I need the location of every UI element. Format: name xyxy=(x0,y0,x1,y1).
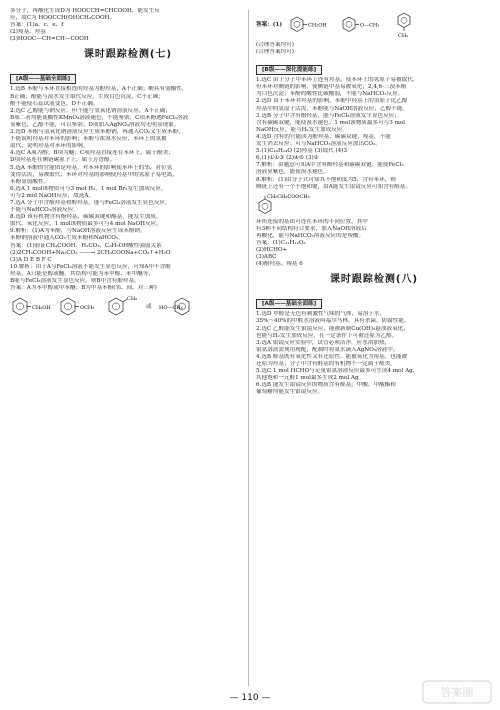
answer-line: 溶液显紫色，能使溴水褪色。 xyxy=(256,169,329,176)
section-title-8: 课时跟踪检测(八) xyxy=(329,274,419,286)
answer-line: 7.选A 分子中含酚羟基和醇羟基，能与FeCl₃溶液发生显色反应， xyxy=(10,199,171,206)
answer-line: 3.选B 分子中含有酚羟基，能与FeCl₃溶液发生显色反应； xyxy=(256,112,400,119)
answer-line: 含有碳碳双键，能使溴水褪色；1 mol该物质最多可与3 mol xyxy=(256,119,406,126)
answer-line: 8.选D 该有机物含有酚羟基、碳碳双键和酯基，能发生加成、 xyxy=(10,214,162,221)
structure-row xyxy=(10,294,246,320)
answer-line: 3.选A 银镜反应实验中，试管必须洁净，应水浴加热， xyxy=(256,339,391,346)
answer-line: 答案：A为苯甲醇或甲苯醚；B为甲基苯酚(邻、间、对三种) xyxy=(10,285,157,292)
answer-line: 答案：(1)验证CH₃COOH、H₂CO₃、C₆H₅OH酸性强弱关系 xyxy=(10,242,162,249)
answer-line: B正确；酚能与溴水发生取代反应，生成白色沉淀，C不正确； xyxy=(10,93,164,100)
answer-line: (2)HCHO+ xyxy=(256,247,288,254)
answer-line: 取代，说明羟基对苯环的影响。 xyxy=(10,143,89,150)
section-title-7: 课时跟踪检测(七) xyxy=(83,49,173,61)
right-struct-1 xyxy=(288,14,334,36)
answer-line: 再酸化，能与NaHCO₃溶液反应的是羧酸。 xyxy=(256,232,365,239)
right-struct-label-2: O—CH₃ xyxy=(359,22,380,29)
right-b-structure xyxy=(256,193,492,217)
answer-line: 2.选D 由于苯环对羟基的影响，苯酚中羟基上的氢原子比乙醇 xyxy=(256,98,408,105)
struct-label-1: CH₂OH xyxy=(32,305,51,312)
answer-line: 有3种不同结构符合要求，加入NaOH溶液后 xyxy=(256,225,367,232)
right-b-answers xyxy=(256,77,492,191)
right-struct-2 xyxy=(340,14,386,36)
answer-line: 答案：(1)C₁₁H₁₂O₃ xyxy=(256,239,306,246)
answer-line: 2.选C 乙醇能与钠反应，但不能与氢氧化钠溶液反应，A不正确； xyxy=(10,107,171,114)
answer-line: 10.解析：由于A与FeCl₃溶液不能发生显色反应，可知A中不含酚 xyxy=(10,263,171,270)
answer-line: 5.选C 1 mol HCHO与足量银氨溶液反应最多可生成4 mol Ag， xyxy=(256,368,419,375)
answer-line: 发生消去反应；可与NaHCO₃溶液反应放出CO₂。 xyxy=(256,141,381,148)
left-column xyxy=(10,8,246,688)
answer-line: 葡萄糖均能发生银镜反应。 xyxy=(256,389,324,396)
right-struct-label-3: CH₃ xyxy=(397,33,409,39)
answer-line: (3)A D E B F C xyxy=(10,256,52,263)
answer-line: 6.选A 1 mol该物质可与3 mol H₂、1 mol Br₂发生加成反应， xyxy=(10,185,167,192)
answer-line: 6.(1)①①③ (2)④⑤ (3)② xyxy=(256,155,319,162)
answer-line: 但苯环对侧链的影响，使侧链甲基易被氧化；2,4,6-三溴苯酚 xyxy=(256,84,407,91)
answer-line: 其他饱和一元醛1 mol最多生成2 mol Ag。 xyxy=(256,375,365,382)
answer-line: 不能与NaHCO₃溶液反应。 xyxy=(10,207,79,214)
level-a-band: [A级——基础全面练] xyxy=(10,74,76,84)
struct-label-2: OCH₃ xyxy=(80,305,95,312)
level-a8-band: [A级——基础全面练] xyxy=(256,299,322,309)
answer-line: 酚不能使石蕊试液变色，D不正确。 xyxy=(10,100,99,107)
answer-line: 可与2 mol NaOH反应，故选A。 xyxy=(10,192,95,199)
right-b2-answers xyxy=(256,219,492,269)
answer-line: 4.选B 醛基既有氧化性又有还原性，能被氧化为羧基，也能被 xyxy=(256,353,408,360)
answer-line: (2)羧基、羟基 xyxy=(10,29,46,36)
page-number: — 110 — xyxy=(229,693,271,703)
methylphenol-structure xyxy=(106,294,140,320)
right-top-answer: 答案：(1) xyxy=(256,21,282,28)
answer-line: 多分子，再酸化生成D为 HOOCCH=CHCOOH，能发生反 xyxy=(10,8,160,14)
left-top-block xyxy=(10,8,246,43)
right-struct-label-1: CH₂OH xyxy=(307,22,327,29)
answer-line: 也能与H₂发生加成反应，在一定条件下可被还原为乙醇。 xyxy=(256,332,398,339)
answer-line: 4.选C A项为醇；B项为醚；C项羟基直接连在苯环上，属于酚类； xyxy=(10,150,174,157)
answer-line: 4.选D 含有的官能团为酚羟基、碳碳双键、羧基，不能 xyxy=(256,133,391,140)
answer-line: 苯酚显弱酸性。 xyxy=(10,178,50,185)
answer-line: NaOH反应，能与H₂发生加成反应。 xyxy=(256,126,348,133)
answer-line: 7.解析：由题意可知A中含有酚羟基和碳碳双键，能使FeCl₃ xyxy=(256,162,404,169)
answer-line: D项羟基连在侧链碳原子上，属于芳香醇。 xyxy=(10,157,116,164)
right-top-structures xyxy=(256,10,492,40)
right-column xyxy=(256,8,492,688)
answer-line: 环所连接的基团可连在苯环的不同位置，其中 xyxy=(256,218,368,225)
answer-line: 9.解析：(1)A为苯酚，与NaOH溶液反应生成苯酚钠， xyxy=(10,228,146,235)
answer-line: 6.选B 能发生银镜反应的物质含有醛基，甲酸、甲酸酯和 xyxy=(256,382,396,389)
answer-line: (2)2CH₃COOH+Na₂CO₃ ——→ 2CH₃COONa+CO₂↑+H₂O xyxy=(10,249,171,256)
answer-line: (3)ABC xyxy=(256,254,277,261)
answer-line: 2.选C 乙醛能发生银镜反应，能被新制Cu(OH)₂悬浊液氧化， xyxy=(256,325,409,332)
structure-or: 或 xyxy=(146,303,152,310)
answer-line: 1.选C 由于分子中苯环上连有羟基，使苯环上的氢原子易被取代， xyxy=(256,77,419,84)
answer-line: 变得活泼，易被取代；苯环对羟基的影响使羟基中的氢原子易电离， xyxy=(10,171,178,178)
answer-line: 答案：(1)a、c、e、f xyxy=(10,22,64,29)
answer-line: 羟基，A只能是醇或醚，其结构可能为苯甲醇、苯甲醚等， xyxy=(10,270,154,277)
right-a8-answers xyxy=(256,311,492,396)
answer-line: (4)酚羟基、羧基 6 xyxy=(256,261,303,268)
answer-line: 侧链上还有一个不饱和键，由A能发生银镜反应可知含有醛基。 xyxy=(256,183,412,190)
right-struct-3 xyxy=(392,10,422,40)
benzyl-alcohol-structure xyxy=(10,294,52,320)
answer-line: 35%～40%的甲醛水溶液叫福尔马林，具有杀菌、防腐性能。 xyxy=(256,318,410,325)
answer-line: 应，故C为 HOOCCH(OH)CH₂COOH。 xyxy=(10,15,116,22)
struct-label-4: HO—CH₃ xyxy=(158,305,183,312)
answer-line: 苯酚钠溶液中通入CO₂生成苯酚和NaHCO₃。 xyxy=(10,235,124,242)
answer-line: 1.选D 甲醛是无色有刺激性气味的气体，易溶于水， xyxy=(256,311,386,318)
answer-line: 8.解析：(1)由分子式可知其不饱和度为5，含有苯环，则 xyxy=(256,176,396,183)
watermark-logo xyxy=(422,680,492,704)
left-answers xyxy=(10,86,246,292)
level-b-band: [B级——深化提能练] xyxy=(256,65,322,75)
answer-line: 显紫色，乙醇不能，可以鉴别；D项加入AgNO₃溶液均无明显现象。 xyxy=(10,121,180,128)
answer-line: 还原为羟基；分子中含有醛基的有机物不一定属于醛类。 xyxy=(256,361,396,367)
ester-label: CH₂CH₂COOCH₃ xyxy=(267,193,310,200)
answer-line: B项二者均能使酸性KMnO₄溶液褪色，不能鉴别；C项苯酚遇FeCl₃溶液 xyxy=(10,114,189,121)
answer-line: 1.选B 苯酚与苯环直接相连的羟基为酚羟基，A不正确；酚具有弱酸性， xyxy=(10,86,188,93)
answer-line: 5.选A 苯酚的官能团是羟基，对苯环的影响使苯环上的邻、对位氢 xyxy=(10,164,173,171)
cresol-structure xyxy=(158,294,208,320)
answer-line: 银氨溶液需现用现配，配制时将氨水滴入AgNO₃溶液中。 xyxy=(256,346,399,353)
answer-line: B能与FeCl₃溶液发生显色反应，则B中含有酚羟基。 xyxy=(10,278,140,284)
answer-line: 不能说明羟基对苯环的影响；苯酚与浓溴水反应，苯环上的氢被 xyxy=(10,136,167,143)
answer-line: 3.选D 苯酚与氢氧化钠溶液反应生成苯酚钠，再通入CO₂又生成苯酚， xyxy=(10,129,184,136)
ester-structure xyxy=(256,193,326,217)
answer-line: 羟基中的氢原子活泼，苯酚能与NaOH溶液反应，乙醇不能。 xyxy=(256,105,408,112)
answer-line: 5.(1)C₁₀H₁₄O (2)羟基 (3)取代 (4)3 xyxy=(256,148,348,155)
struct-label-3: CH₃ xyxy=(127,296,138,303)
anisole-structure xyxy=(58,294,100,320)
column-divider xyxy=(248,10,249,686)
answer-line: 为白色沉淀；苯酚的酸性比碳酸弱，不能与NaHCO₃反应。 xyxy=(256,91,404,98)
right-top-note-2: (合理答案均可) xyxy=(256,49,294,56)
answer-line: (3)HOOC—CH=CH—COOH xyxy=(10,36,89,43)
right-top-note-1: (合理答案均可) xyxy=(256,42,294,48)
watermark-text: 答案圈 xyxy=(440,686,474,699)
answer-line: 取代、氧化反应，1 mol该物质最多可与4 mol NaOH反应。 xyxy=(10,221,162,228)
